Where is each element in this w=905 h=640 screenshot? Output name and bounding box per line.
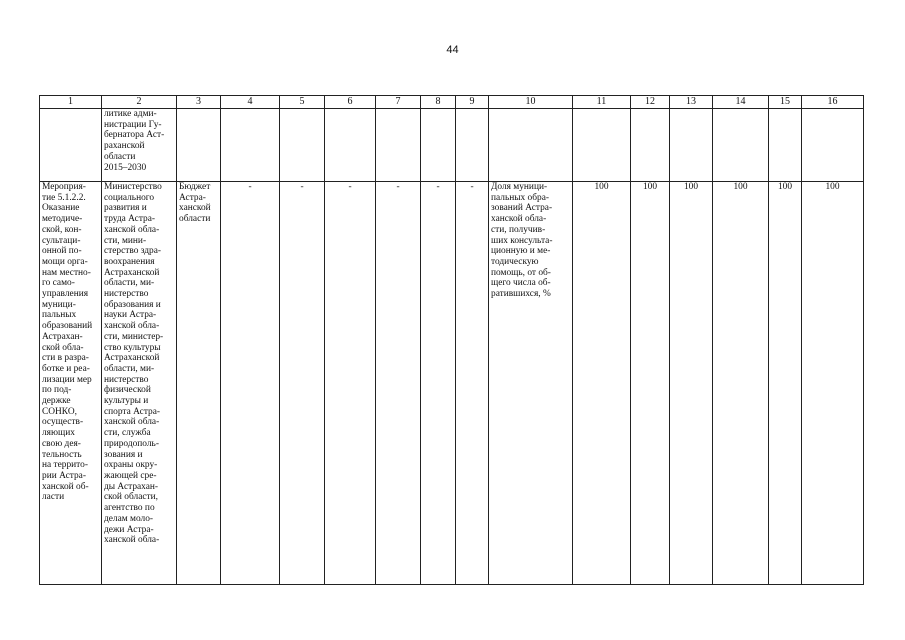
executor-cell: Министерство социального развития и труда Астра- ханской обла- сти, мини- стерство здра- воохранения Астраханской области, ми- нистерство образования и науки Астра- ханской обла- сти, министер- ство культуры Астраханской области, ми- нистерство физической культуры и спорта Астра- ханской обла- сти, служба природополь- зования и охраны окру- жающей сре- ды Астрахан- ской области, агентство по делам моло- дежи Астра- ханской обла- (102, 182, 177, 585)
column-header: 4 (221, 96, 280, 109)
column-header: 13 (670, 96, 713, 109)
target-value-cell: 100 (631, 182, 670, 585)
table-cell (573, 109, 631, 182)
funding-source-cell: Бюджет Астра- ханской области (177, 182, 221, 585)
column-header: 1 (40, 96, 102, 109)
table-cell (421, 109, 456, 182)
value-cell: - (325, 182, 376, 585)
indicator-cell: Доля муници- пальных обра- зований Астра- ханской обла- сти, получив- ших консульта- ционную и ме- тодическую помощь, от об- щего числа об- ратившихся, % (489, 182, 573, 585)
value-cell: - (421, 182, 456, 585)
column-header: 10 (489, 96, 573, 109)
table-cell (40, 109, 102, 182)
column-header: 14 (713, 96, 769, 109)
table-cell (489, 109, 573, 182)
target-value-cell: 100 (769, 182, 802, 585)
target-value-cell: 100 (713, 182, 769, 585)
value-cell: - (456, 182, 489, 585)
value-cell: - (221, 182, 280, 585)
column-number-row (40, 96, 864, 109)
table-cell (456, 109, 489, 182)
table-cell (670, 109, 713, 182)
column-header: 7 (376, 96, 421, 109)
target-value-cell: 100 (573, 182, 631, 585)
column-header: 11 (573, 96, 631, 109)
value-cell: - (280, 182, 325, 585)
page-number: 44 (446, 44, 459, 56)
program-table (39, 95, 864, 585)
column-header: 8 (421, 96, 456, 109)
table-cell (177, 109, 221, 182)
target-value-cell: 100 (802, 182, 864, 585)
column-header: 3 (177, 96, 221, 109)
table-cell (221, 109, 280, 182)
activity-cell: Мероприя- тие 5.1.2.2. Оказание методиче- ской, кон- сультаци- онной по- мощи орга- нам местно- го само- управления муници- пальных образований Астрахан- ской обла- сти в разра- ботке и реа- лизации мер по под- держке СОНКО, осуществ- ляющих свою дея- тельность на террито- рии Астра- ханской об- ласти (40, 182, 102, 585)
column-header: 15 (769, 96, 802, 109)
column-header: 5 (280, 96, 325, 109)
column-header: 2 (102, 96, 177, 109)
table-cell (713, 109, 769, 182)
table-cell (631, 109, 670, 182)
table-row-continued (40, 109, 864, 182)
table-cell (376, 109, 421, 182)
table-row (40, 182, 864, 585)
executor-cell-continued: литике адми- нистрации Гу- бернатора Аст- раханской области 2015–2030 (102, 109, 177, 182)
table-cell (802, 109, 864, 182)
table-cell (280, 109, 325, 182)
column-header: 9 (456, 96, 489, 109)
value-cell: - (376, 182, 421, 585)
column-header: 12 (631, 96, 670, 109)
column-header: 16 (802, 96, 864, 109)
table-cell (325, 109, 376, 182)
column-header: 6 (325, 96, 376, 109)
target-value-cell: 100 (670, 182, 713, 585)
table-cell (769, 109, 802, 182)
